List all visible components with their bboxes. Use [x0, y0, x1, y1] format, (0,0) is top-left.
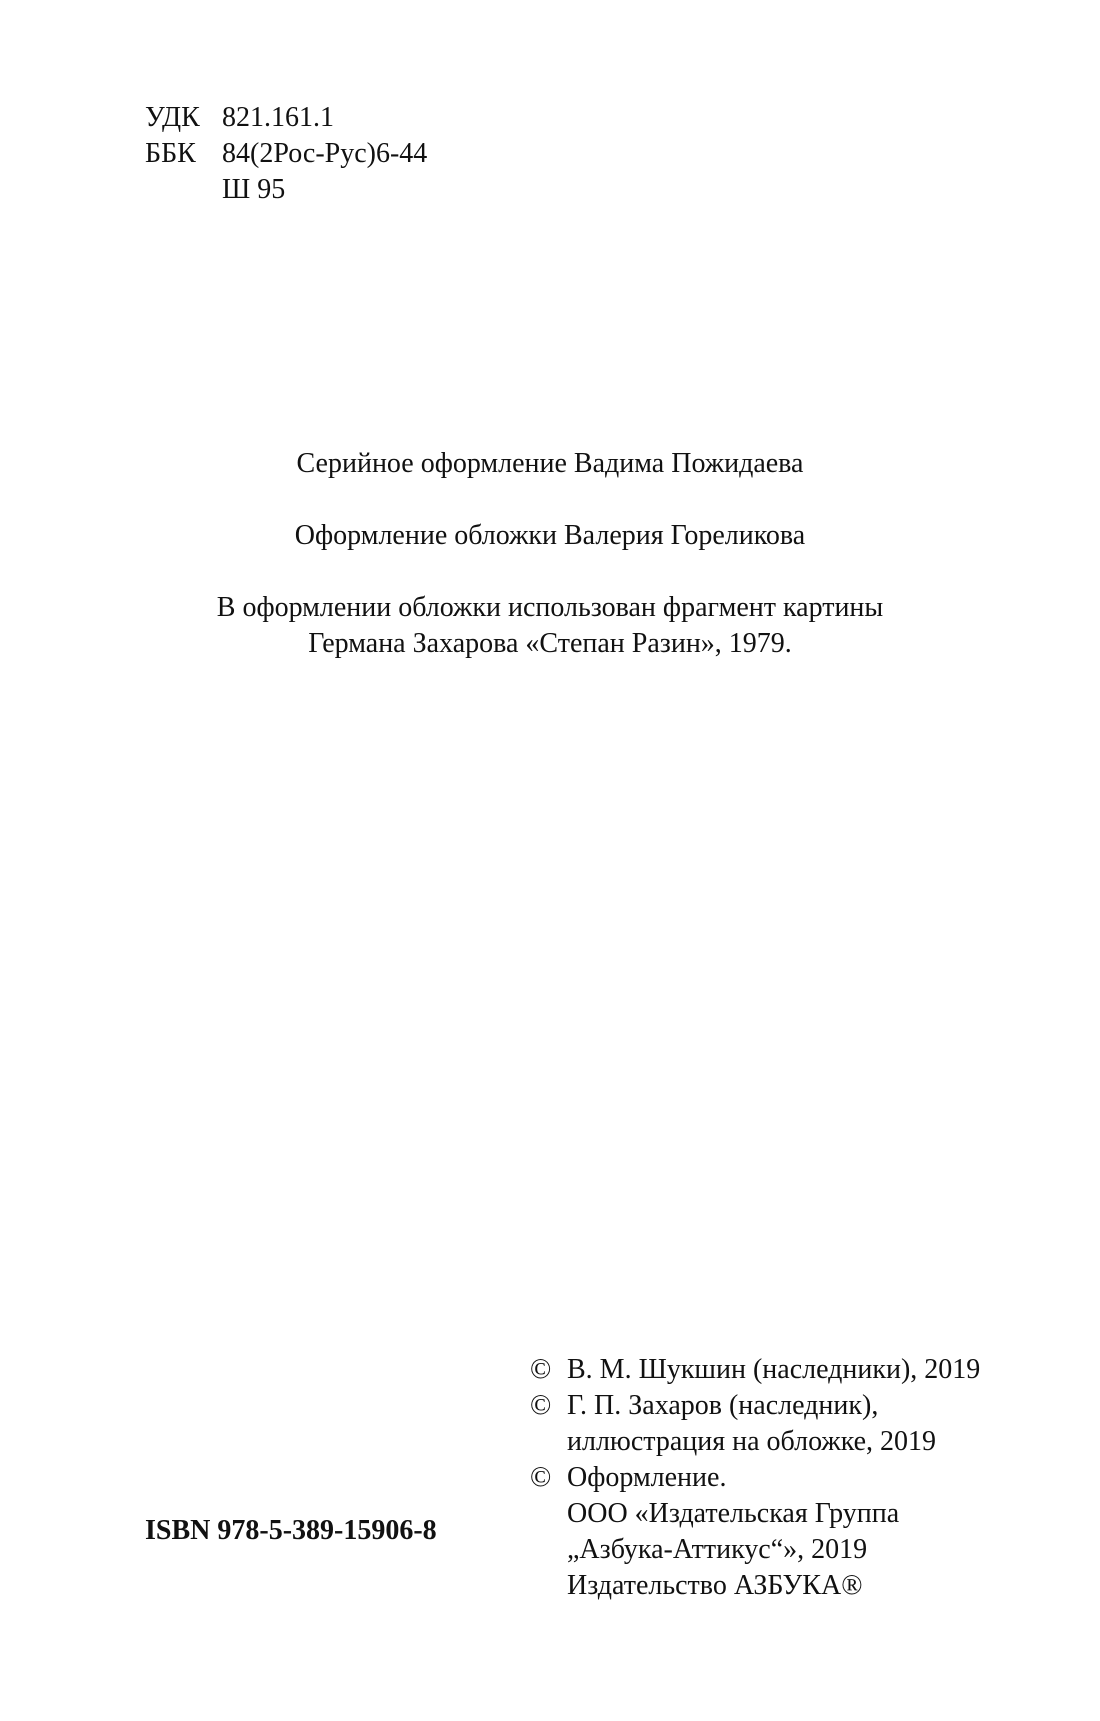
bbk-value: 84(2Рос-Рус)6-44 — [222, 138, 428, 169]
credits-block — [0, 446, 1100, 662]
copyright-item — [530, 1352, 980, 1388]
cover-art-line-2: Германа Захарова «Степан Разин», 1979. — [308, 628, 792, 659]
series-design-credit: Серийное оформление Вадима Пожидаева — [296, 448, 804, 479]
isbn: ISBN 978-5-389-15906-8 — [145, 1515, 437, 1546]
copyright-line: Оформление. — [567, 1462, 727, 1493]
catalog-block — [145, 100, 427, 208]
udk-value: 821.161.1 — [222, 102, 334, 133]
copyright-block — [530, 1352, 980, 1604]
copyright-line: „Азбука-Аттикус“», 2019 — [567, 1534, 868, 1565]
copyright-line: В. М. Шукшин (наследники), 2019 — [567, 1354, 981, 1385]
udk-row — [145, 100, 427, 136]
udk-label: УДК — [145, 102, 200, 133]
copyright-item — [530, 1388, 980, 1460]
cover-art-line-1: В оформлении обложки использован фрагмент картины — [216, 592, 884, 623]
copyright-icon: © — [530, 1462, 552, 1493]
copyright-item — [530, 1460, 980, 1604]
copyright-line: иллюстрация на обложке, 2019 — [567, 1426, 937, 1457]
cover-design-credit: Оформление обложки Валерия Гореликова — [294, 520, 806, 551]
copyright-line: Издательство АЗБУКА® — [567, 1570, 863, 1601]
copyright-line: Г. П. Захаров (наследник), — [567, 1390, 879, 1421]
bbk-label: ББК — [145, 138, 196, 169]
copyright-icon: © — [530, 1390, 552, 1421]
copyright-icon: © — [530, 1354, 552, 1385]
cover-art-credit — [0, 590, 1100, 662]
bbk-row — [145, 136, 427, 172]
author-mark-row — [145, 172, 427, 208]
author-mark: Ш 95 — [222, 174, 286, 205]
copyright-line: ООО «Издательская Группа — [567, 1498, 900, 1529]
